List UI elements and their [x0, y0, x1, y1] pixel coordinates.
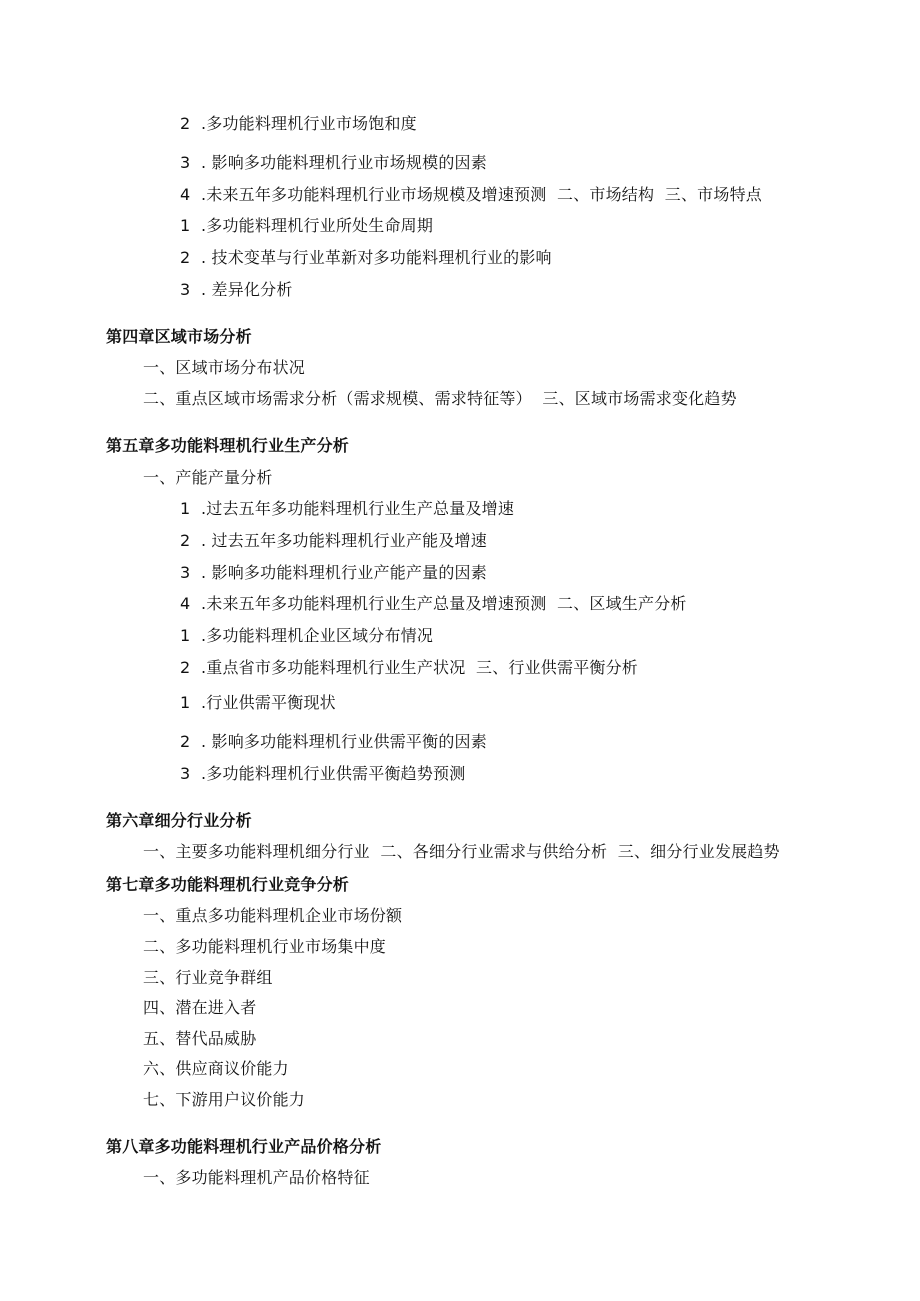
toc-subitem: 2 .重点省市多功能料理机行业生产状况 三、行业供需平衡分析 — [180, 658, 639, 677]
toc-section: 一、主要多功能料理机细分行业 二、各细分行业需求与供给分析 三、细分行业发展趋势 — [143, 842, 780, 861]
toc-subitem: 4 .未来五年多功能料理机行业市场规模及增速预测 二、市场结构 三、市场特点 — [180, 185, 762, 204]
toc-section: 一、区域市场分布状况 — [143, 358, 306, 377]
chapter-heading: 第七章多功能料理机行业竞争分析 — [106, 875, 350, 894]
chapter-heading: 第六章细分行业分析 — [106, 811, 252, 830]
toc-subitem: 3 .多功能料理机行业供需平衡趋势预测 — [180, 764, 466, 783]
toc-subitem: 2 . 过去五年多功能料理机行业产能及增速 — [180, 531, 487, 550]
toc-section: 六、供应商议价能力 — [143, 1059, 289, 1078]
toc-subitem: 2 . 影响多功能料理机行业供需平衡的因素 — [180, 732, 487, 751]
toc-subitem: 3 . 影响多功能料理机行业产能产量的因素 — [180, 563, 487, 582]
toc-subitem: 2 . 技术变革与行业革新对多功能料理机行业的影响 — [180, 248, 552, 267]
toc-section: 四、潜在进入者 — [143, 998, 257, 1017]
toc-subitem: 2 .多功能料理机行业市场饱和度 — [180, 114, 417, 133]
chapter-heading: 第四章区域市场分析 — [106, 327, 252, 346]
chapter-heading: 第五章多功能料理机行业生产分析 — [106, 436, 350, 455]
toc-subitem: 4 .未来五年多功能料理机行业生产总量及增速预测 二、区域生产分析 — [180, 594, 687, 613]
toc-subitem: 1 .行业供需平衡现状 — [180, 693, 336, 712]
toc-section: 一、产能产量分析 — [143, 468, 273, 487]
toc-subitem: 1 .多功能料理机企业区域分布情况 — [180, 626, 434, 645]
toc-section: 五、替代品威胁 — [143, 1029, 257, 1048]
toc-section: 一、多功能料理机产品价格特征 — [143, 1168, 370, 1187]
toc-section: 二、重点区域市场需求分析（需求规模、需求特征等） 三、区域市场需求变化趋势 — [143, 389, 737, 408]
toc-subitem: 1 .多功能料理机行业所处生命周期 — [180, 216, 434, 235]
toc-section: 一、重点多功能料理机企业市场份额 — [143, 906, 403, 925]
toc-subitem: 1 .过去五年多功能料理机行业生产总量及增速 — [180, 499, 515, 518]
toc-subitem: 3 . 影响多功能料理机行业市场规模的因素 — [180, 153, 487, 172]
toc-section: 七、下游用户议价能力 — [143, 1090, 306, 1109]
toc-section: 三、行业竞争群组 — [143, 968, 273, 987]
toc-section: 二、多功能料理机行业市场集中度 — [143, 937, 387, 956]
toc-subitem: 3 . 差异化分析 — [180, 280, 293, 299]
chapter-heading: 第八章多功能料理机行业产品价格分析 — [106, 1137, 382, 1156]
